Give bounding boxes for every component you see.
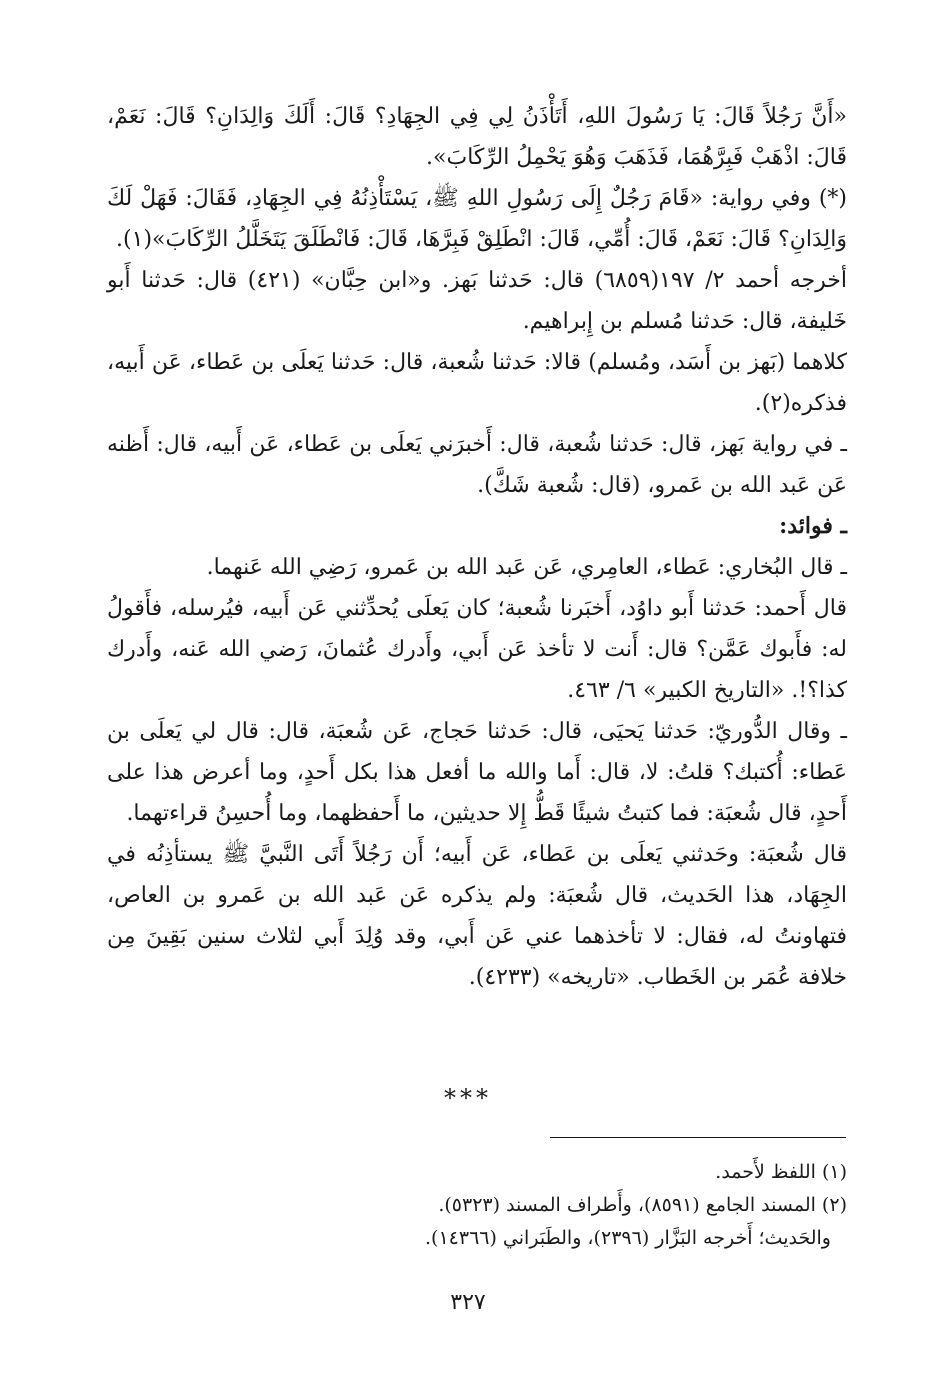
shuba-note: قال شُعبَة: وحَدثني يَعلَى بن عَطاء، عَن أَبيه؛ أَن رَجُلاً أَتَى النَّبيَّ ﷺ يستأذِنُه في الجِهَاد، هذا الحَديث، قال شُعبَة: ولم يذكره عَن عَبد الله بن عَمرو بن العاص، فتهاونتُ له، فقال: لا تأخذهما عني عَن أَبي، وقد وُلِدَ أَبي لثلاث سنين بَقِينَ مِن خلافة عُمَر بن الخَطاب. «تاريخه» (٤٢٣٣). <box>107 842 847 990</box>
section-separator: *** <box>444 1084 492 1112</box>
benefits-heading: ـ فوائد: <box>779 513 847 539</box>
bahz-narration-paragraph: ـ في رواية بَهز، قال: حَدثنا شُعبة، قال: أَخبرَني يَعلَى بن عَطاء، عَن أَبيه، قال: أَظنه عَن عَبد الله بن عَمرو، (قال: شُعبة شَكَّ). <box>107 432 847 498</box>
ahmad-note: قال أَحمد: حَدثنا أَبو داوُد، أَخبَرنا شُعبة؛ كان يَعلَى يُحدِّثني عَن أَبيه، فيُرسله، فأَقولُ له: فأَبوك عَمَّن؟ قال: أَنت لا تأخذ عَن أَبي، وأَدرك عُثمانَ، رَضي الله عَنه، وأَدرك كذا؟!. «التاريخ الكبير» ٦/ ٤٦٣. <box>107 596 847 703</box>
footnotes <box>107 1156 847 1255</box>
footnote-1: (١) اللفظ لأَحمد. <box>715 1161 847 1183</box>
page-number: ٣٢٧ <box>450 1290 486 1315</box>
main-text <box>107 96 847 998</box>
variant-narration: (*) وفي رواية: «قَامَ رَجُلٌ إِلَى رَسُولِ اللهِ ﷺ، يَسْتَأْذِنُهُ فِي الجِهَادِ، فَقَالَ: فَهَلْ لَكَ وَالِدَانِ؟ قَالَ: نَعَمْ، قَالَ: أُمِّي، قَالَ: انْطَلِقْ فَبِرَّهَا، قَالَ: فَانْطَلَقَ يَتَخَلَّلُ الرِّكَابَ»(١). <box>107 186 847 252</box>
duri-note: ـ وقال الدُّوريّ: حَدثنا يَحيَى، قال: حَدثنا حَجاج، عَن شُعبَة، قال: قال لي يَعلَى بن عَطاء: أُكتبك؟ قلتُ: لا، قال: أَما والله ما أفعل هذا بكل أَحدٍ، وما أعرض هذا على أَحدٍ، قال شُعبَة: فما كتبتُ شيئًا قَطُّ إِلا حديثين، ما أَحفظهما، وما أُحسِنُ قراءتهما. <box>107 719 847 826</box>
footnote-2-continuation: والحَديث؛ أَخرجه البَزَّار (٢٣٩٦)، والطَبَراني (١٤٣٦٦). <box>425 1227 831 1249</box>
footnote-rule <box>550 1137 846 1138</box>
isnad-paragraph: كلاهما (بَهز بن أَسَد، ومُسلم) قالا: حَدثنا شُعبة، قال: حَدثنا يَعلَى بن عَطاء، عَن أَبيه، فذكره(٢). <box>107 350 847 416</box>
footnote-2: (٢) المسند الجامع (٨٥٩١)، وأَطراف المسند (٥٣٢٣). <box>438 1194 847 1216</box>
takhrij-paragraph: أخرجه أحمد ٢/ ١٩٧(٦٨٥٩) قال: حَدثنا بَهز. و«ابن حِبَّان» (٤٢١) قال: حَدثنا أَبو خَليفة، قال: حَدثنا مُسلم بن إِبراهيم. <box>107 268 847 334</box>
bukhari-note: ـ قال البُخاري: عَطاء، العامِري، عَن عَبد الله بن عَمرو، رَضِي الله عَنهما. <box>206 555 847 580</box>
hadith-text: «أَنَّ رَجُلاً قَالَ: يَا رَسُولَ اللهِ، أَتَأْذَنُ لِي فِي الجِهَادِ؟ قَالَ: أَلَكَ وَالِدَانِ؟ قَالَ: نَعَمْ، قَالَ: اذْهَبْ فَبِرَّهُمَا، فَذَهَبَ وَهُوَ يَحْمِلُ الرِّكَابَ». <box>107 104 847 170</box>
